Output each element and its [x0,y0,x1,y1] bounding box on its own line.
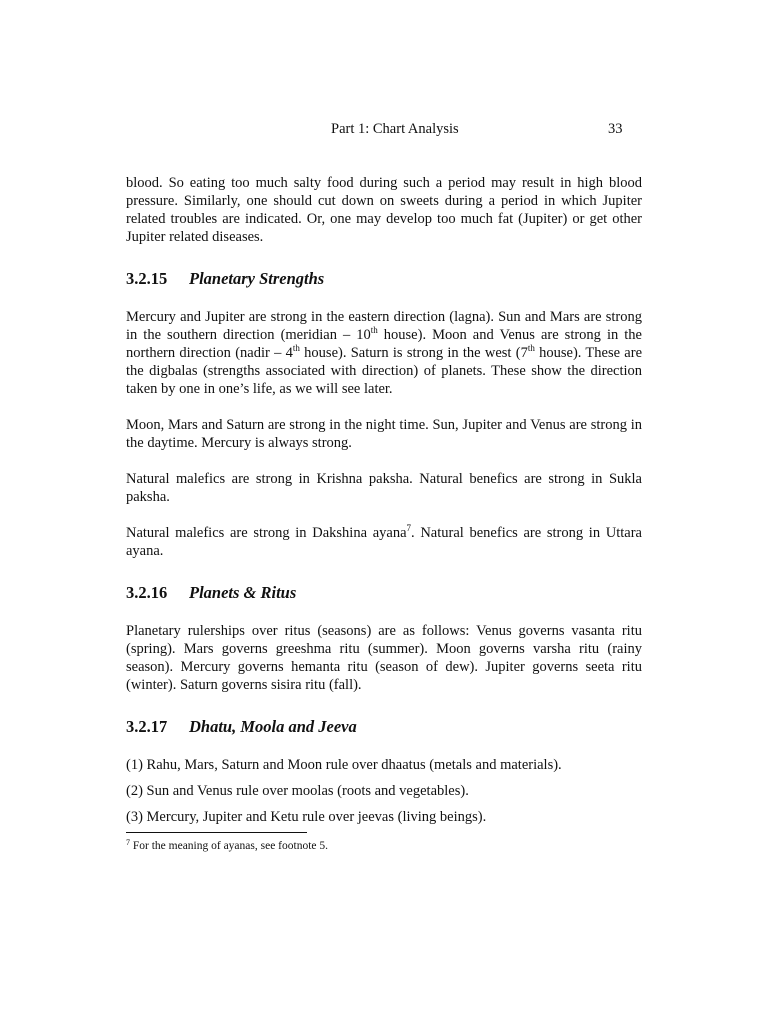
section-heading-3-2-15 [126,268,642,290]
section-title: Planetary Strengths [189,269,325,288]
text-run: Mercury and Jupiter are strong in the eastern direction (lagna). Sun and Mars are strong in the southern direction (meridian – 10 [126,309,642,343]
page-number: 33 [608,121,623,137]
text-run: house). Moon and Venus are strong in the northern direction (nadir – 4 [126,327,642,361]
intro-paragraph: blood. So eating too much salty food during such a period may result in high blood pressure. Similarly, one should cut down on sweets during a period in which Jupiter related troubles are indicated. Or, one may develop too much fat (Jupiter) or get other Jupiter related diseases. [126,175,642,245]
body-text [126,174,642,834]
section-heading-3-2-16 [126,582,642,604]
section-number: 3.2.17 [126,717,168,736]
text-run: house). These are the digbalas (strengths associated with direction) of planets. These show the direction taken by one in one’s life, as we will see later. [126,345,643,397]
paragraph-night-day: Moon, Mars and Saturn are strong in the night time. Sun, Jupiter and Venus are strong in the daytime. Mercury is always strong. [126,417,642,451]
list-item: (3) Mercury, Jupiter and Ketu rule over jeevas (living beings). [126,809,487,825]
footnote [126,840,328,852]
text-run: house). Saturn is strong in the west (7 [299,345,528,361]
numbered-list [126,756,642,826]
list-item: (2) Sun and Venus rule over moolas (roots and vegetables). [126,783,469,799]
paragraph-digbala [126,308,642,398]
section-number: 3.2.15 [126,269,168,288]
paragraph-ritus: Planetary rulerships over ritus (seasons) are as follows: Venus governs vasanta ritu (spring). Mars governs greeshma ritu (summer). Moon governs varsha ritu (rainy season). Mercury governs hemanta ritu (season of dew). Jupiter governs seeta ritu (winter). Saturn governs sisira ritu (fall). [126,623,642,693]
footnote-text: For the meaning of ayanas, see footnote 5. [130,840,328,852]
superscript: th [370,325,378,335]
superscript: th [527,343,535,353]
paragraph-ayana [126,524,642,560]
text-run: . Natural benefics are strong in Uttara ayana. [126,525,642,559]
superscript: th [292,343,300,353]
footnote-reference: 7 [406,523,412,533]
section-number: 3.2.16 [126,583,168,602]
section-heading-3-2-17 [126,716,642,738]
running-header-title: Part 1: Chart Analysis [331,121,459,137]
list-item: (1) Rahu, Mars, Saturn and Moon rule over dhaatus (metals and materials). [126,757,562,773]
paragraph-paksha: Natural malefics are strong in Krishna paksha. Natural benefics are strong in Sukla paksha. [126,471,642,505]
footnote-mark: 7 [126,838,130,847]
text-run: Natural malefics are strong in Dakshina ayana [126,525,407,541]
section-title: Dhatu, Moola and Jeeva [189,717,357,736]
footnote-divider [126,832,307,833]
section-title: Planets & Ritus [189,583,297,602]
